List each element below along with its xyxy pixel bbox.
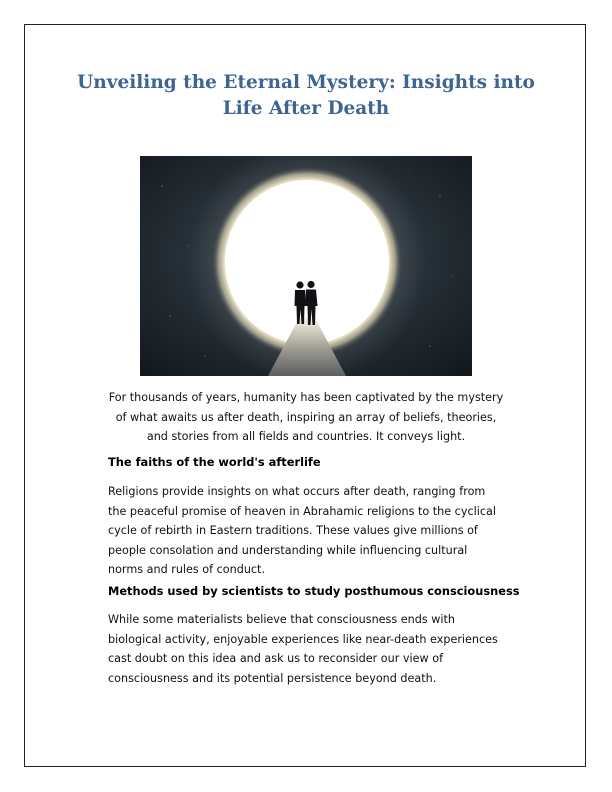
section-heading-scientific-methods: Methods used by scientists to study posthumous consciousness <box>108 584 520 598</box>
intro-paragraph: For thousands of years, humanity has been captivated by the mystery of what awaits us after death, inspiring an array of beliefs, theories, and stories from all fields and countries. It conveys light. <box>108 391 504 443</box>
section-heading-afterlife-faiths: The faiths of the world's afterlife <box>108 455 321 469</box>
hero-image <box>140 156 472 376</box>
two-silhouettes-walking-into-light-illustration <box>140 156 472 376</box>
section-body-afterlife-faiths: Religions provide insights on what occurs after death, ranging from the peaceful promise of heaven in Abrahamic religions to the cyclical cycle of rebirth in Eastern traditions. These values give millions of people consolation and understanding while influencing cultural norms and rules of conduct. <box>108 485 496 576</box>
section-body-scientific-methods: While some materialists believe that consciousness ends with biological activity, enjoyable experiences like near-death experiences cast doubt on this idea and ask us to reconsider our view of consciousness and its potential persistence beyond death. <box>108 613 498 685</box>
document-title: Unveiling the Eternal Mystery: Insights into Life After Death <box>77 72 535 119</box>
